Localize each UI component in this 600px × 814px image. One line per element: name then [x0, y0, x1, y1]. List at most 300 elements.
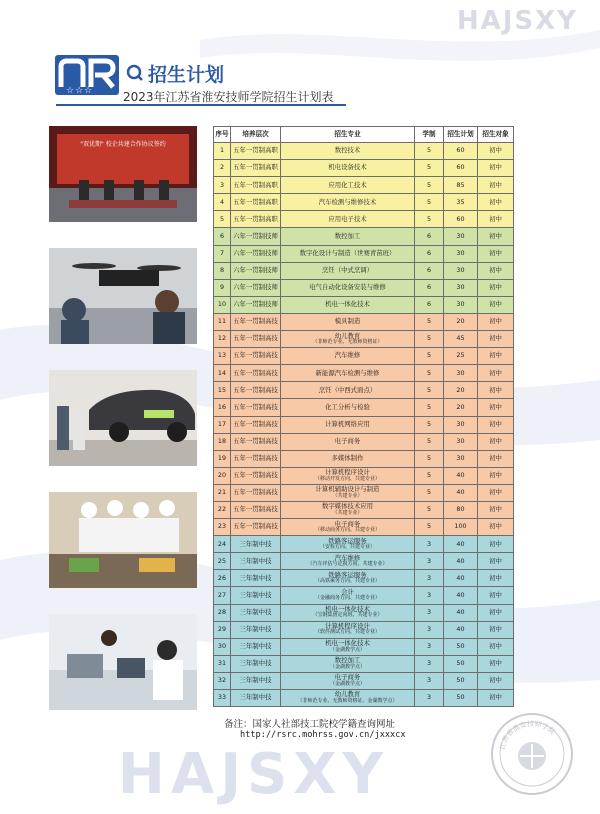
major-name: 数字媒体技术应用 — [321, 502, 374, 511]
table-header-row — [214, 127, 514, 143]
row-plan: 50 — [444, 690, 478, 707]
major-name: 会计 — [341, 587, 354, 596]
row-years: 5 — [415, 382, 444, 399]
table-row — [214, 177, 514, 194]
major-name: 计算机辅助设计与制造 — [315, 485, 380, 494]
major-note: （金湖教学点） — [329, 663, 365, 670]
row-no: 20 — [214, 467, 231, 484]
row-no: 22 — [214, 501, 231, 518]
row-no: 14 — [214, 365, 231, 382]
row-target: 初中 — [478, 672, 514, 689]
major-name: 烹饪（中式烹调） — [321, 266, 374, 275]
row-no: 25 — [214, 553, 231, 570]
major-name: 汽车检测与维修技术 — [318, 197, 377, 206]
row-major — [281, 262, 415, 279]
row-major — [281, 365, 415, 382]
search-loop-icon — [126, 64, 144, 82]
row-no: 12 — [214, 331, 231, 348]
table-row — [214, 348, 514, 365]
seal-text: 江苏省淮安技师学院 — [498, 719, 557, 751]
row-plan: 40 — [444, 621, 478, 638]
row-level: 五年一贯制高技 — [231, 467, 281, 484]
ceremony-photo — [49, 126, 197, 222]
ceremony-banner-text: "双优期" 校企共建合作协议签约 — [80, 141, 166, 148]
row-target: 初中 — [478, 604, 514, 621]
table-row — [214, 416, 514, 433]
row-no: 23 — [214, 519, 231, 536]
row-target: 初中 — [478, 553, 514, 570]
row-plan: 40 — [444, 467, 478, 484]
row-no: 18 — [214, 433, 231, 450]
row-plan: 20 — [444, 313, 478, 330]
major-note: （非师范专业、无教师资格证、金湖教学点） — [297, 697, 398, 704]
row-major — [281, 228, 415, 245]
row-major — [281, 416, 415, 433]
culinary-photo — [49, 492, 197, 588]
row-years: 3 — [415, 536, 444, 553]
major-name: 电气自动化设备安装与维修 — [309, 283, 386, 292]
row-years: 3 — [415, 587, 444, 604]
row-no: 24 — [214, 536, 231, 553]
row-level: 五年一贯制高职 — [231, 143, 281, 160]
table-row — [214, 296, 514, 313]
table-row — [214, 536, 514, 553]
row-years: 5 — [415, 416, 444, 433]
footnote: 备注：国家人社部技工院校学籍查询网址 — [224, 719, 396, 730]
row-years: 5 — [415, 211, 444, 228]
row-level: 五年一贯制高技 — [231, 382, 281, 399]
major-name: 电子商务 — [334, 673, 361, 682]
header-level: 培养层次 — [231, 127, 281, 143]
row-level: 三年制中技 — [231, 604, 281, 621]
row-years: 6 — [415, 279, 444, 296]
row-years: 5 — [415, 160, 444, 177]
major-note: （共建专业） — [332, 492, 363, 499]
row-target: 初中 — [478, 536, 514, 553]
row-major — [281, 279, 415, 296]
table-row — [214, 194, 514, 211]
row-level: 六年一贯制技师 — [231, 279, 281, 296]
row-plan: 50 — [444, 655, 478, 672]
major-name: 汽车维修 — [334, 553, 361, 562]
table-row — [214, 570, 514, 587]
row-plan: 60 — [444, 143, 478, 160]
query-url-link[interactable]: http://rsrc.mohrss.gov.cn/jxxxcx — [240, 730, 406, 740]
row-major — [281, 211, 415, 228]
row-plan: 40 — [444, 484, 478, 501]
row-major — [281, 194, 415, 211]
row-major — [281, 519, 415, 536]
row-no: 10 — [214, 296, 231, 313]
row-major — [281, 348, 415, 365]
row-plan: 40 — [444, 553, 478, 570]
row-level: 五年一贯制高职 — [231, 160, 281, 177]
row-years: 5 — [415, 177, 444, 194]
major-name: 多媒体制作 — [331, 454, 364, 463]
row-no: 8 — [214, 262, 231, 279]
row-no: 21 — [214, 484, 231, 501]
row-target: 初中 — [478, 621, 514, 638]
row-target: 初中 — [478, 194, 514, 211]
row-major — [281, 433, 415, 450]
row-major — [281, 467, 415, 484]
row-level: 三年制中技 — [231, 672, 281, 689]
row-years: 3 — [415, 553, 444, 570]
row-no: 6 — [214, 228, 231, 245]
row-years: 5 — [415, 467, 444, 484]
major-note: （汽车评估与定损方向、共建专业） — [307, 561, 388, 568]
row-target: 初中 — [478, 690, 514, 707]
major-note: （软件测试方向、共建专业） — [314, 629, 380, 636]
row-years: 3 — [415, 655, 444, 672]
row-major — [281, 313, 415, 330]
row-level: 三年制中技 — [231, 655, 281, 672]
major-name: 机电设备技术 — [328, 163, 367, 172]
major-note: （金湖教学点） — [329, 646, 365, 653]
table-row — [214, 672, 514, 689]
table-row — [214, 501, 514, 518]
row-target: 初中 — [478, 262, 514, 279]
major-name: 应用电子技术 — [328, 214, 367, 223]
row-major — [281, 177, 415, 194]
table-row — [214, 382, 514, 399]
row-major — [281, 587, 415, 604]
row-major — [281, 382, 415, 399]
major-name: 铁路客运服务 — [328, 570, 367, 579]
row-no: 4 — [214, 194, 231, 211]
row-level: 五年一贯制高技 — [231, 399, 281, 416]
table-row — [214, 279, 514, 296]
row-major — [281, 450, 415, 467]
row-plan: 30 — [444, 365, 478, 382]
row-years: 5 — [415, 484, 444, 501]
row-years: 3 — [415, 638, 444, 655]
row-major — [281, 296, 415, 313]
row-major — [281, 245, 415, 262]
table-row — [214, 519, 514, 536]
row-no: 32 — [214, 672, 231, 689]
row-no: 26 — [214, 570, 231, 587]
row-level: 三年制中技 — [231, 621, 281, 638]
row-no: 5 — [214, 211, 231, 228]
major-note: （宝钢集团定向班、共建专业） — [312, 612, 383, 619]
row-plan: 60 — [444, 211, 478, 228]
row-years: 3 — [415, 570, 444, 587]
row-level: 五年一贯制高技 — [231, 416, 281, 433]
major-name: 铁路客运服务 — [328, 536, 367, 545]
row-target: 初中 — [478, 587, 514, 604]
row-years: 3 — [415, 621, 444, 638]
row-target: 初中 — [478, 467, 514, 484]
drone-training-photo — [49, 248, 197, 344]
major-name: 幼儿教育 — [334, 690, 361, 699]
row-major — [281, 331, 415, 348]
row-level: 六年一贯制技师 — [231, 228, 281, 245]
row-major — [281, 570, 415, 587]
row-major — [281, 399, 415, 416]
row-plan: 50 — [444, 638, 478, 655]
row-target: 初中 — [478, 331, 514, 348]
row-target: 初中 — [478, 655, 514, 672]
row-level: 五年一贯制高技 — [231, 519, 281, 536]
row-major — [281, 143, 415, 160]
row-years: 3 — [415, 604, 444, 621]
school-seal — [490, 712, 574, 796]
table-row — [214, 143, 514, 160]
table-row — [214, 655, 514, 672]
row-target: 初中 — [478, 433, 514, 450]
row-years: 3 — [415, 672, 444, 689]
row-years: 5 — [415, 519, 444, 536]
table-row — [214, 553, 514, 570]
table-row — [214, 621, 514, 638]
row-years: 6 — [415, 245, 444, 262]
title-divider — [56, 104, 346, 106]
row-target: 初中 — [478, 382, 514, 399]
row-target: 初中 — [478, 416, 514, 433]
row-no: 11 — [214, 313, 231, 330]
row-level: 五年一贯制高职 — [231, 194, 281, 211]
table-row — [214, 450, 514, 467]
major-name: 汽车维修 — [334, 351, 361, 360]
row-no: 28 — [214, 604, 231, 621]
row-plan: 100 — [444, 519, 478, 536]
row-level: 三年制中技 — [231, 570, 281, 587]
watermark-bottom: HAJSXY — [118, 742, 390, 807]
page-title: 招生计划 — [148, 64, 225, 86]
row-level: 五年一贯制高技 — [231, 348, 281, 365]
major-name: 机电一体化技术 — [325, 639, 370, 648]
row-plan: 40 — [444, 570, 478, 587]
row-plan: 25 — [444, 348, 478, 365]
major-name: 数控加工 — [334, 231, 361, 240]
major-name: 机电一体化技术 — [325, 300, 370, 309]
row-plan: 50 — [444, 672, 478, 689]
row-major — [281, 536, 415, 553]
row-years: 5 — [415, 501, 444, 518]
table-row — [214, 638, 514, 655]
row-plan: 80 — [444, 501, 478, 518]
row-no: 30 — [214, 638, 231, 655]
row-plan: 35 — [444, 194, 478, 211]
row-years: 3 — [415, 690, 444, 707]
row-years: 5 — [415, 331, 444, 348]
watermark-top: HAJSXY — [456, 6, 578, 36]
major-name: 电子商务 — [334, 519, 361, 528]
row-level: 五年一贯制高技 — [231, 484, 281, 501]
row-level: 六年一贯制技师 — [231, 262, 281, 279]
row-years: 6 — [415, 296, 444, 313]
row-plan: 60 — [444, 160, 478, 177]
row-level: 五年一贯制高技 — [231, 433, 281, 450]
row-years: 6 — [415, 228, 444, 245]
row-level: 三年制中技 — [231, 553, 281, 570]
row-plan: 30 — [444, 245, 478, 262]
lab-photo — [49, 614, 197, 710]
row-level: 五年一贯制高技 — [231, 331, 281, 348]
major-name: 计算机网络应用 — [325, 419, 370, 428]
major-name: 计算机程序设计 — [325, 468, 370, 477]
row-target: 初中 — [478, 279, 514, 296]
row-level: 五年一贯制高职 — [231, 211, 281, 228]
row-no: 9 — [214, 279, 231, 296]
major-name: 新能源汽车检测与维修 — [315, 368, 380, 377]
row-target: 初中 — [478, 450, 514, 467]
row-level: 三年制中技 — [231, 638, 281, 655]
row-plan: 30 — [444, 279, 478, 296]
row-major — [281, 621, 415, 638]
row-plan: 20 — [444, 382, 478, 399]
row-major — [281, 484, 415, 501]
row-no: 15 — [214, 382, 231, 399]
table-row — [214, 313, 514, 330]
major-note: （非师范专业、无教师资格证） — [312, 338, 383, 345]
row-plan: 30 — [444, 433, 478, 450]
row-years: 5 — [415, 143, 444, 160]
row-plan: 30 — [444, 450, 478, 467]
row-years: 5 — [415, 399, 444, 416]
row-major — [281, 638, 415, 655]
row-level: 五年一贯制高职 — [231, 177, 281, 194]
row-level: 三年制中技 — [231, 536, 281, 553]
logo-stars: ☆☆☆ — [66, 86, 94, 96]
major-name: 机电一体化技术 — [325, 605, 370, 614]
row-level: 五年一贯制高技 — [231, 450, 281, 467]
row-level: 六年一贯制技师 — [231, 245, 281, 262]
header-major: 招生专业 — [281, 127, 415, 143]
enrollment-plan-table — [213, 126, 514, 707]
major-name: 应用化工技术 — [328, 180, 367, 189]
row-major — [281, 501, 415, 518]
major-note: （金融商务方向、共建专业） — [314, 595, 380, 602]
major-name: 烹饪（中西式面点） — [318, 385, 377, 394]
row-no: 19 — [214, 450, 231, 467]
table-row — [214, 245, 514, 262]
row-major — [281, 672, 415, 689]
row-target: 初中 — [478, 143, 514, 160]
row-no: 7 — [214, 245, 231, 262]
row-years: 5 — [415, 194, 444, 211]
table-row — [214, 690, 514, 707]
auto-repair-photo — [49, 370, 197, 466]
major-name: 数字化设计与制造（世赛青苗班） — [299, 248, 396, 257]
row-plan: 30 — [444, 416, 478, 433]
row-level: 三年制中技 — [231, 690, 281, 707]
row-target: 初中 — [478, 245, 514, 262]
row-no: 3 — [214, 177, 231, 194]
row-plan: 85 — [444, 177, 478, 194]
row-level: 五年一贯制高技 — [231, 501, 281, 518]
table-row — [214, 587, 514, 604]
header-no: 序号 — [214, 127, 231, 143]
row-target: 初中 — [478, 160, 514, 177]
header-plan: 招生计划 — [444, 127, 478, 143]
row-no: 33 — [214, 690, 231, 707]
table-row — [214, 262, 514, 279]
major-name: 模具制造 — [334, 317, 361, 326]
row-no: 17 — [214, 416, 231, 433]
major-name: 电子商务 — [334, 436, 361, 445]
row-target: 初中 — [478, 296, 514, 313]
row-level: 五年一贯制高技 — [231, 313, 281, 330]
table-row — [214, 160, 514, 177]
row-major — [281, 604, 415, 621]
row-no: 13 — [214, 348, 231, 365]
table-row — [214, 399, 514, 416]
major-name: 化工分析与检验 — [325, 402, 370, 411]
major-note: （移动商务方向、共建专业） — [314, 526, 380, 533]
row-target: 初中 — [478, 211, 514, 228]
major-note: （安检方向、共建专业） — [319, 544, 375, 550]
row-target: 初中 — [478, 313, 514, 330]
row-major — [281, 553, 415, 570]
row-years: 5 — [415, 348, 444, 365]
row-target: 初中 — [478, 365, 514, 382]
row-plan: 45 — [444, 331, 478, 348]
row-major — [281, 690, 415, 707]
page-subtitle: 2023年江苏省淮安技师学院招生计划表 — [123, 90, 334, 104]
row-target: 初中 — [478, 399, 514, 416]
row-plan: 20 — [444, 399, 478, 416]
major-note: （共建专业） — [332, 509, 363, 516]
row-major — [281, 655, 415, 672]
row-major — [281, 160, 415, 177]
table-row — [214, 467, 514, 484]
row-level: 三年制中技 — [231, 587, 281, 604]
row-no: 31 — [214, 655, 231, 672]
major-name: 计算机程序设计 — [325, 622, 370, 631]
major-name: 数控技术 — [334, 146, 361, 155]
row-level: 六年一贯制技师 — [231, 296, 281, 313]
major-note: （移动开发方向、共建专业） — [314, 475, 380, 482]
row-years: 5 — [415, 433, 444, 450]
table-row — [214, 433, 514, 450]
table-row — [214, 365, 514, 382]
row-no: 2 — [214, 160, 231, 177]
header-years: 学制 — [415, 127, 444, 143]
row-years: 6 — [415, 262, 444, 279]
row-target: 初中 — [478, 570, 514, 587]
row-plan: 30 — [444, 296, 478, 313]
major-name: 数控加工 — [334, 656, 361, 665]
table-row — [214, 604, 514, 621]
row-no: 29 — [214, 621, 231, 638]
row-plan: 40 — [444, 536, 478, 553]
row-no: 1 — [214, 143, 231, 160]
major-note: （金湖教学点） — [329, 680, 365, 687]
table-row — [214, 484, 514, 501]
row-target: 初中 — [478, 501, 514, 518]
row-target: 初中 — [478, 228, 514, 245]
row-no: 16 — [214, 399, 231, 416]
table-row — [214, 211, 514, 228]
header-target: 招生对象 — [478, 127, 514, 143]
row-target: 初中 — [478, 484, 514, 501]
row-plan: 40 — [444, 604, 478, 621]
row-target: 初中 — [478, 638, 514, 655]
row-years: 5 — [415, 450, 444, 467]
table-row — [214, 331, 514, 348]
row-years: 5 — [415, 313, 444, 330]
row-plan: 30 — [444, 228, 478, 245]
major-note: （高铁乘务方向、共建专业） — [314, 578, 380, 585]
row-years: 5 — [415, 365, 444, 382]
row-plan: 40 — [444, 587, 478, 604]
row-no: 27 — [214, 587, 231, 604]
table-row — [214, 228, 514, 245]
row-target: 初中 — [478, 519, 514, 536]
major-name: 幼儿教育 — [334, 331, 361, 340]
